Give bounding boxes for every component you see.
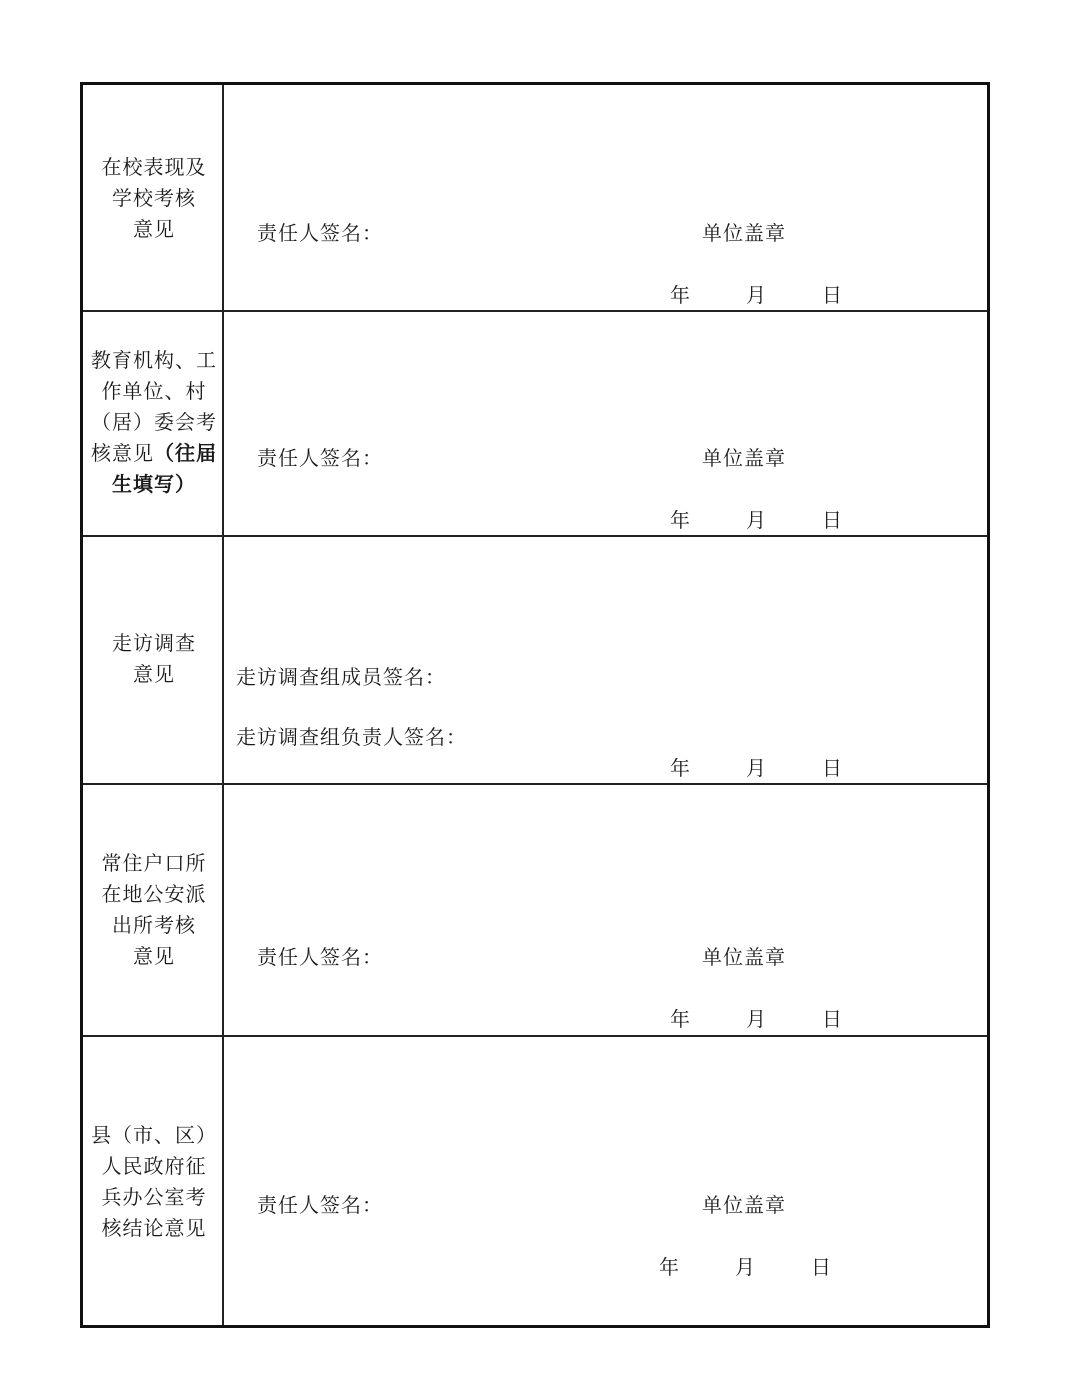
- signature-label: 责任人签名：: [257, 1193, 383, 1217]
- date-day: 日: [811, 1255, 832, 1279]
- date-month: 月: [735, 1255, 756, 1279]
- signature-label: 责任人签名：: [257, 945, 383, 969]
- date-day: 日: [822, 756, 843, 780]
- row-content-cell: [224, 785, 987, 1035]
- row-label: 县（市、区） 人民政府征 兵办公室考 核结论意见: [91, 1123, 217, 1240]
- date-month: 月: [746, 283, 767, 307]
- member-signature-label: 走访调查组成员签名：: [236, 665, 446, 689]
- row-label-cell: [83, 312, 224, 535]
- row-label: 在校表现及 学校考核 意见: [101, 155, 207, 241]
- row-police-assessment: [83, 785, 987, 1037]
- leader-signature-label: 走访调查组负责人签名：: [236, 725, 467, 749]
- seal-label: 单位盖章: [702, 945, 786, 969]
- signature-label: 责任人签名：: [257, 221, 383, 245]
- row-label: 走访调查 意见: [112, 631, 196, 686]
- date-year: 年: [670, 508, 691, 532]
- row-institution-assessment: [83, 312, 987, 537]
- date-month: 月: [746, 756, 767, 780]
- seal-label: 单位盖章: [702, 446, 786, 470]
- date-year: 年: [670, 1007, 691, 1031]
- row-content-cell: [224, 312, 987, 535]
- row-content-cell: [224, 1037, 987, 1325]
- date-day: 日: [822, 508, 843, 532]
- date-year: 年: [670, 756, 691, 780]
- date-day: 日: [822, 283, 843, 307]
- signature-label: 责任人签名：: [257, 446, 383, 470]
- date-year: 年: [670, 283, 691, 307]
- seal-label: 单位盖章: [702, 1193, 786, 1217]
- date-month: 月: [746, 1007, 767, 1031]
- row-label: 教育机构、工 作单位、村 （居）委会考 核意见（往届 生填写）: [91, 348, 217, 496]
- row-label-cell: [83, 785, 224, 1035]
- row-visit-investigation: [83, 537, 987, 785]
- row-conscription-office-conclusion: [83, 1037, 987, 1325]
- row-label-cell: [83, 85, 224, 310]
- row-label-cell: [83, 1037, 224, 1325]
- date-year: 年: [659, 1255, 680, 1279]
- date-month: 月: [746, 508, 767, 532]
- assessment-form-table: [80, 82, 990, 1328]
- row-label-cell: [83, 537, 224, 783]
- seal-label: 单位盖章: [702, 221, 786, 245]
- row-content-cell: [224, 537, 987, 783]
- row-label: 常住户口所 在地公安派 出所考核 意见: [101, 851, 207, 968]
- row-content-cell: [224, 85, 987, 310]
- date-day: 日: [822, 1007, 843, 1031]
- row-school-assessment: [83, 85, 987, 312]
